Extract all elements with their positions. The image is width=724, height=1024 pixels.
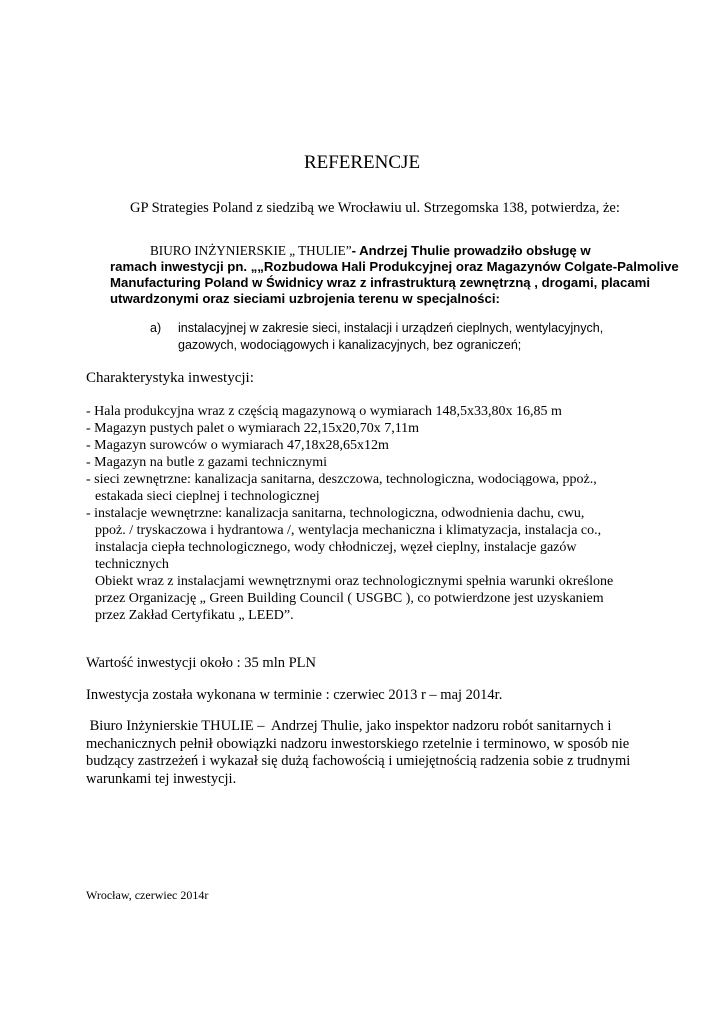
document-title: REFERENCJE bbox=[303, 152, 421, 173]
specialty-line-2: gazowych, wodociągowych i kanalizacyjnych, bez ograniczeń; bbox=[178, 337, 522, 352]
company-line-1-rest: prowadziło obsługę w bbox=[449, 243, 591, 258]
investment-value: Wartość inwestycji około : 35 mln PLN bbox=[86, 655, 317, 671]
certification-note: przez Organizację „ Green Building Council ( USGBC ), co potwierdzone jest uzyskaniem bbox=[95, 591, 604, 606]
section-heading: Charakterystyka inwestycji: bbox=[86, 370, 254, 386]
list-item: - instalacje wewnętrzne: kanalizacja sanitarna, technologiczna, odwodnienia dachu, cwu, bbox=[86, 506, 585, 521]
list-marker: a) bbox=[150, 321, 162, 335]
company-line-4: utwardzonymi oraz sieciami uzbrojenia terenu w specjalności: bbox=[110, 291, 500, 306]
list-item: - Hala produkcyjna wraz z częścią magazynową o wymiarach 148,5x33,80x 16,85 m bbox=[86, 404, 562, 419]
place-date: Wrocław, czerwiec 2014r bbox=[86, 888, 209, 902]
specialty-text bbox=[178, 320, 603, 353]
summary-line: Biuro Inżynierskie THULIE – Andrzej Thulie, jako inspektor nadzoru robót sanitarnych i bbox=[86, 718, 612, 734]
company-line-2: ramach inwestycji pn. „„Rozbudowa Hali Produkcyjnej oraz Magazynów Colgate-Palmolive bbox=[110, 259, 679, 274]
list-item-continuation: estakada sieci cieplnej i technologicznej bbox=[95, 489, 320, 504]
summary-line: mechanicznych pełnił obowiązki nadzoru inwestorskiego rzetelnie i terminowo, w sposób nie bbox=[86, 735, 630, 752]
specialty-item-a bbox=[150, 320, 610, 354]
investment-period: Inwestycja została wykonana w terminie : czerwiec 2013 r – maj 2014r. bbox=[86, 687, 503, 703]
intro-statement: GP Strategies Poland z siedzibą we Wrocławiu ul. Strzegomska 138, potwierdza, że: bbox=[130, 200, 620, 216]
list-item-continuation: ppoż. / tryskaczowa i hydrantowa /, wentylacja mechaniczna i klimatyzacja, instalacja co., bbox=[95, 523, 602, 538]
company-line-3: Manufacturing Poland w Świdnicy wraz z infrastrukturą zewnętrzną , drogami, placami bbox=[110, 275, 651, 290]
specialty-line-1: instalacyjnej w zakresie sieci, instalacji i urządzeń cieplnych, wentylacyjnych, bbox=[178, 321, 604, 335]
company-owner: - Andrzej Thulie bbox=[351, 243, 450, 258]
certification-note: Obiekt wraz z instalacjami wewnętrznymi oraz technologicznymi spełnia warunki określone bbox=[95, 574, 614, 589]
list-item: - Magazyn pustych palet o wymiarach 22,15x20,70x 7,11m bbox=[86, 421, 420, 436]
list-item-continuation: instalacja ciepła technologicznego, wody chłodniczej, węzeł cieplny, instalacje gazów bbox=[95, 540, 577, 555]
certification-note: przez Zakład Certyfikatu „ LEED”. bbox=[95, 608, 294, 623]
list-item: - Magazyn surowców o wymiarach 47,18x28,65x12m bbox=[86, 438, 389, 453]
summary-line: warunkami tej inwestycji. bbox=[86, 770, 237, 787]
list-item-continuation: technicznych bbox=[95, 557, 169, 572]
company-line-1 bbox=[150, 243, 591, 260]
company-name: BIURO INŻYNIERSKIE „ THULIE” bbox=[150, 243, 352, 258]
summary-line: budzący zastrzeżeń i wykazał się dużą fachowością i umiejętnością radzenia sobie z trudnymi bbox=[86, 753, 631, 769]
list-item: - sieci zewnętrzne: kanalizacja sanitarna, deszczowa, technologiczna, wodociągowa, ppoż., bbox=[86, 472, 597, 487]
list-item: - Magazyn na butle z gazami technicznymi bbox=[86, 455, 328, 470]
summary-paragraph bbox=[86, 718, 630, 788]
characteristics-list bbox=[86, 403, 613, 624]
